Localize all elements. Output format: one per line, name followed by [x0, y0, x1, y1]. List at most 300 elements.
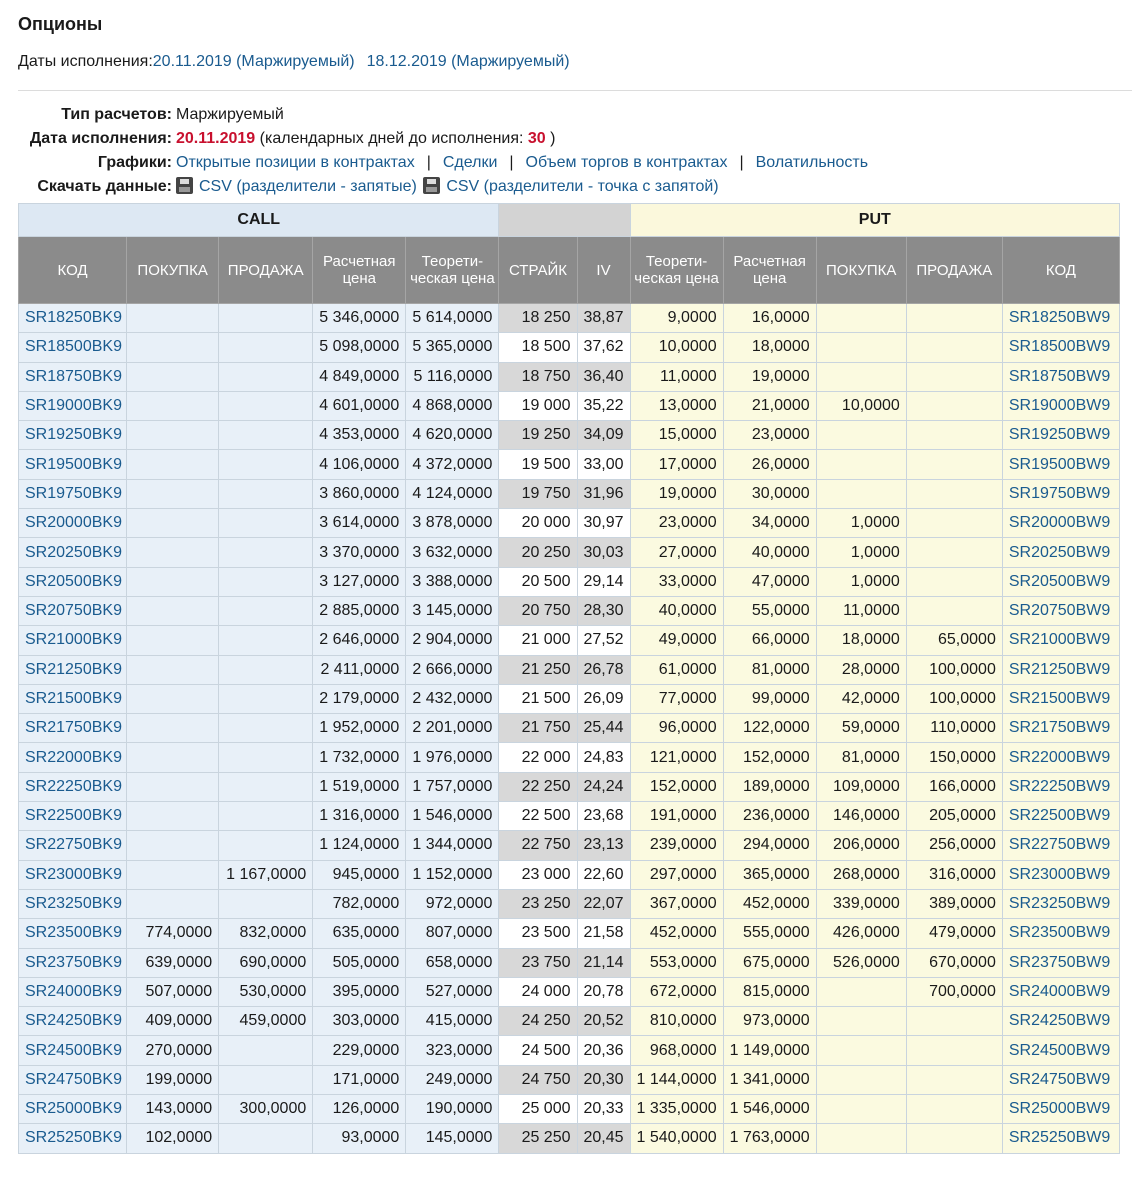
cell-call-code[interactable]: SR24000BK9: [19, 977, 127, 1006]
table-row: [19, 362, 1120, 391]
cell-put-settle-price: 675,0000: [723, 948, 816, 977]
cell-put-theoretical-price: 152,0000: [630, 772, 723, 801]
cell-call-code[interactable]: SR24250BK9: [19, 1007, 127, 1036]
cell-put-code[interactable]: SR18500BW9: [1002, 333, 1119, 362]
cell-put-theoretical-price: 11,0000: [630, 362, 723, 391]
cell-call-ask: 459,0000: [219, 1007, 313, 1036]
cell-iv: 28,30: [577, 596, 630, 625]
cell-put-ask: [906, 362, 1002, 391]
cell-call-ask: [219, 743, 313, 772]
floppy-disk-icon: [176, 177, 193, 194]
cell-put-theoretical-price: 15,0000: [630, 421, 723, 450]
cell-call-bid: [127, 802, 219, 831]
cell-strike: 19 500: [499, 450, 577, 479]
cell-put-ask: 110,0000: [906, 714, 1002, 743]
cell-put-code[interactable]: SR23750BW9: [1002, 948, 1119, 977]
table-row: [19, 450, 1120, 479]
cell-put-bid: 11,0000: [816, 596, 906, 625]
cell-call-settle-price: 5 346,0000: [313, 304, 406, 333]
cell-call-code[interactable]: SR25000BK9: [19, 1095, 127, 1124]
cell-put-settle-price: 66,0000: [723, 626, 816, 655]
cell-put-code[interactable]: SR18750BW9: [1002, 362, 1119, 391]
cell-put-code[interactable]: SR25000BW9: [1002, 1095, 1119, 1124]
cell-call-ask: [219, 509, 313, 538]
cell-put-settle-price: 973,0000: [723, 1007, 816, 1036]
cell-iv: 27,52: [577, 626, 630, 655]
cell-strike: 20 750: [499, 596, 577, 625]
cell-put-code[interactable]: SR19500BW9: [1002, 450, 1119, 479]
cell-strike: 20 500: [499, 567, 577, 596]
cell-iv: 26,78: [577, 655, 630, 684]
cell-call-ask: [219, 802, 313, 831]
cell-strike: 23 750: [499, 948, 577, 977]
table-row: [19, 596, 1120, 625]
cell-put-theoretical-price: 367,0000: [630, 889, 723, 918]
cell-call-settle-price: 229,0000: [313, 1036, 406, 1065]
cell-put-code[interactable]: SR22750BW9: [1002, 831, 1119, 860]
cell-put-theoretical-price: 297,0000: [630, 860, 723, 889]
cell-call-ask: [219, 567, 313, 596]
cell-call-ask: 530,0000: [219, 977, 313, 1006]
cell-put-bid: [816, 1124, 906, 1153]
cell-put-theoretical-price: 121,0000: [630, 743, 723, 772]
call-group-header: CALL: [19, 204, 499, 237]
cell-put-settle-price: 21,0000: [723, 391, 816, 420]
chart-link-volume[interactable]: Объем торгов в контрактах: [525, 154, 728, 171]
cell-put-theoretical-price: 968,0000: [630, 1036, 723, 1065]
cell-call-ask: [219, 684, 313, 713]
table-row: [19, 1065, 1120, 1094]
cell-put-code[interactable]: SR24250BW9: [1002, 1007, 1119, 1036]
cell-put-theoretical-price: 1 335,0000: [630, 1095, 723, 1124]
cell-call-code[interactable]: SR23750BK9: [19, 948, 127, 977]
cell-call-bid: [127, 304, 219, 333]
cell-call-settle-price: 4 353,0000: [313, 421, 406, 450]
date-link-2[interactable]: 18.12.2019 (Маржируемый): [366, 53, 570, 70]
cell-call-theoretical-price: 1 757,0000: [406, 772, 499, 801]
divider: [18, 90, 1132, 91]
col-header-put-code[interactable]: КОД: [1002, 237, 1119, 304]
cell-put-theoretical-price: 10,0000: [630, 333, 723, 362]
cell-call-theoretical-price: 190,0000: [406, 1095, 499, 1124]
cell-call-theoretical-price: 249,0000: [406, 1065, 499, 1094]
cell-call-bid: [127, 391, 219, 420]
col-header-call-settle-price[interactable]: Расчетная цена: [313, 237, 406, 304]
cell-call-code[interactable]: SR23000BK9: [19, 860, 127, 889]
cell-call-settle-price: 945,0000: [313, 860, 406, 889]
cell-call-bid: [127, 509, 219, 538]
table-row: [19, 1007, 1120, 1036]
cell-call-code[interactable]: SR25250BK9: [19, 1124, 127, 1153]
cell-call-bid: [127, 714, 219, 743]
cell-call-bid: [127, 333, 219, 362]
cell-put-ask: [906, 596, 1002, 625]
cell-put-settle-price: 30,0000: [723, 479, 816, 508]
table-row: [19, 802, 1120, 831]
cell-call-ask: [219, 538, 313, 567]
cell-call-code[interactable]: SR19750BK9: [19, 479, 127, 508]
cell-put-code[interactable]: SR20250BW9: [1002, 538, 1119, 567]
cell-strike: 23 500: [499, 919, 577, 948]
cell-call-bid: [127, 743, 219, 772]
cell-strike: 24 250: [499, 1007, 577, 1036]
cell-put-ask: 205,0000: [906, 802, 1002, 831]
cell-call-theoretical-price: 4 372,0000: [406, 450, 499, 479]
cell-put-theoretical-price: 672,0000: [630, 977, 723, 1006]
cell-strike: 24 500: [499, 1036, 577, 1065]
cell-call-code[interactable]: SR21250BK9: [19, 655, 127, 684]
floppy-disk-icon: [423, 177, 440, 194]
cell-put-theoretical-price: 19,0000: [630, 479, 723, 508]
cell-call-code[interactable]: SR19250BK9: [19, 421, 127, 450]
cell-call-theoretical-price: 807,0000: [406, 919, 499, 948]
cell-call-bid: 639,0000: [127, 948, 219, 977]
cell-call-settle-price: 2 885,0000: [313, 596, 406, 625]
col-header-call-code[interactable]: КОД: [19, 237, 127, 304]
cell-put-settle-price: 1 546,0000: [723, 1095, 816, 1124]
cell-call-code[interactable]: SR21750BK9: [19, 714, 127, 743]
table-row: [19, 1036, 1120, 1065]
cell-call-theoretical-price: 3 632,0000: [406, 538, 499, 567]
cell-strike: 23 000: [499, 860, 577, 889]
cell-call-ask: [219, 1065, 313, 1094]
cell-iv: 30,03: [577, 538, 630, 567]
cell-iv: 20,78: [577, 977, 630, 1006]
table-row: [19, 509, 1120, 538]
col-header-call-bid[interactable]: ПОКУПКА: [127, 237, 219, 304]
cell-call-theoretical-price: 2 432,0000: [406, 684, 499, 713]
cell-call-ask: 1 167,0000: [219, 860, 313, 889]
cell-iv: 21,58: [577, 919, 630, 948]
exp-days: 30: [527, 130, 546, 147]
exp-label: Дата исполнения:: [29, 130, 172, 147]
cell-put-bid: [816, 362, 906, 391]
cell-put-bid: [816, 479, 906, 508]
cell-put-theoretical-price: 96,0000: [630, 714, 723, 743]
cell-call-bid: [127, 772, 219, 801]
cell-strike: 22 250: [499, 772, 577, 801]
cell-put-ask: 150,0000: [906, 743, 1002, 772]
download-csv-comma[interactable]: CSV (разделители - запятые): [199, 178, 417, 195]
cell-put-ask: [906, 1095, 1002, 1124]
cell-call-code[interactable]: SR22500BK9: [19, 802, 127, 831]
cell-strike: 19 250: [499, 421, 577, 450]
cell-call-code[interactable]: SR22250BK9: [19, 772, 127, 801]
cell-put-code[interactable]: SR25250BW9: [1002, 1124, 1119, 1153]
cell-call-bid: 507,0000: [127, 977, 219, 1006]
cell-put-bid: [816, 304, 906, 333]
cell-put-theoretical-price: 61,0000: [630, 655, 723, 684]
cell-call-theoretical-price: 5 365,0000: [406, 333, 499, 362]
cell-put-code[interactable]: SR20000BW9: [1002, 509, 1119, 538]
cell-call-code[interactable]: SR20500BK9: [19, 567, 127, 596]
cell-call-code[interactable]: SR18250BK9: [19, 304, 127, 333]
cell-put-code[interactable]: SR24000BW9: [1002, 977, 1119, 1006]
col-header-put-bid[interactable]: ПОКУПКА: [816, 237, 906, 304]
cell-put-bid: 146,0000: [816, 802, 906, 831]
cell-put-bid: 426,0000: [816, 919, 906, 948]
cell-call-bid: 270,0000: [127, 1036, 219, 1065]
cell-put-theoretical-price: 1 144,0000: [630, 1065, 723, 1094]
cell-put-ask: [906, 391, 1002, 420]
col-header-put-ask[interactable]: ПРОДАЖА: [906, 237, 1002, 304]
cell-call-ask: [219, 596, 313, 625]
cell-put-bid: 268,0000: [816, 860, 906, 889]
cell-put-code[interactable]: SR21000BW9: [1002, 626, 1119, 655]
cell-put-ask: 389,0000: [906, 889, 1002, 918]
table-row: [19, 743, 1120, 772]
cell-put-code[interactable]: SR24750BW9: [1002, 1065, 1119, 1094]
cell-call-ask: [219, 450, 313, 479]
cell-call-code[interactable]: SR18750BK9: [19, 362, 127, 391]
cell-call-ask: 690,0000: [219, 948, 313, 977]
cell-call-code[interactable]: SR20000BK9: [19, 509, 127, 538]
cell-iv: 21,14: [577, 948, 630, 977]
cell-call-code[interactable]: SR24750BK9: [19, 1065, 127, 1094]
cell-put-theoretical-price: 810,0000: [630, 1007, 723, 1036]
cell-put-code[interactable]: SR21250BW9: [1002, 655, 1119, 684]
cell-iv: 23,13: [577, 831, 630, 860]
cell-strike: 21 250: [499, 655, 577, 684]
cell-strike: 20 250: [499, 538, 577, 567]
cell-call-theoretical-price: 2 904,0000: [406, 626, 499, 655]
cell-call-ask: [219, 421, 313, 450]
cell-strike: 19 750: [499, 479, 577, 508]
table-row: [19, 977, 1120, 1006]
cell-put-code[interactable]: SR24500BW9: [1002, 1036, 1119, 1065]
col-header-put-settle-price[interactable]: Расчетная цена: [723, 237, 816, 304]
cell-put-code[interactable]: SR19250BW9: [1002, 421, 1119, 450]
cell-call-bid: [127, 626, 219, 655]
cell-strike: 22 000: [499, 743, 577, 772]
cell-iv: 38,87: [577, 304, 630, 333]
cell-call-theoretical-price: 3 388,0000: [406, 567, 499, 596]
cell-put-theoretical-price: 1 540,0000: [630, 1124, 723, 1153]
chart-sep: |: [426, 154, 431, 171]
cell-put-theoretical-price: 49,0000: [630, 626, 723, 655]
cell-call-ask: [219, 772, 313, 801]
cell-put-bid: [816, 1065, 906, 1094]
cell-call-ask: [219, 333, 313, 362]
col-header-strike[interactable]: СТРАЙК: [499, 237, 577, 304]
cell-put-theoretical-price: 23,0000: [630, 509, 723, 538]
cell-put-theoretical-price: 239,0000: [630, 831, 723, 860]
cell-put-bid: 81,0000: [816, 743, 906, 772]
cell-put-ask: 256,0000: [906, 831, 1002, 860]
col-header-put-theoretical-price[interactable]: Теорети-ческая цена: [630, 237, 723, 304]
cell-put-settle-price: 294,0000: [723, 831, 816, 860]
cell-put-ask: 166,0000: [906, 772, 1002, 801]
cell-put-ask: [906, 1065, 1002, 1094]
cell-call-code[interactable]: SR22000BK9: [19, 743, 127, 772]
put-group-header: PUT: [630, 204, 1119, 237]
cell-put-code[interactable]: SR23500BW9: [1002, 919, 1119, 948]
cell-put-settle-price: 236,0000: [723, 802, 816, 831]
cell-put-settle-price: 122,0000: [723, 714, 816, 743]
cell-put-ask: [906, 1124, 1002, 1153]
cell-call-settle-price: 1 124,0000: [313, 831, 406, 860]
cell-call-theoretical-price: 4 620,0000: [406, 421, 499, 450]
cell-call-code[interactable]: SR21000BK9: [19, 626, 127, 655]
exp-close: ): [550, 130, 556, 147]
cell-call-bid: [127, 596, 219, 625]
settle-value: Маржируемый: [176, 106, 284, 123]
cell-put-settle-price: 16,0000: [723, 304, 816, 333]
cell-strike: 21 750: [499, 714, 577, 743]
cell-put-code[interactable]: SR22500BW9: [1002, 802, 1119, 831]
cell-call-ask: [219, 362, 313, 391]
info-block: [18, 103, 1122, 199]
options-table: [18, 203, 1120, 1154]
cell-put-settle-price: 81,0000: [723, 655, 816, 684]
cell-put-theoretical-price: 17,0000: [630, 450, 723, 479]
cell-call-code[interactable]: SR21500BK9: [19, 684, 127, 713]
cell-put-settle-price: 18,0000: [723, 333, 816, 362]
cell-put-settle-price: 152,0000: [723, 743, 816, 772]
cell-call-theoretical-price: 1 546,0000: [406, 802, 499, 831]
chart-sep: |: [739, 154, 744, 171]
cell-strike: 22 500: [499, 802, 577, 831]
chart-link-volatility[interactable]: Волатильность: [755, 154, 869, 171]
cell-strike: 24 000: [499, 977, 577, 1006]
cell-call-code[interactable]: SR18500BK9: [19, 333, 127, 362]
cell-call-ask: [219, 714, 313, 743]
cell-call-settle-price: 4 106,0000: [313, 450, 406, 479]
col-header-iv[interactable]: IV: [577, 237, 630, 304]
table-row: [19, 860, 1120, 889]
cell-put-theoretical-price: 13,0000: [630, 391, 723, 420]
cell-iv: 37,62: [577, 333, 630, 362]
table-row: [19, 831, 1120, 860]
cell-call-ask: 300,0000: [219, 1095, 313, 1124]
expiration-dates: [18, 53, 1122, 71]
cell-call-settle-price: 395,0000: [313, 977, 406, 1006]
cell-put-code[interactable]: SR19750BW9: [1002, 479, 1119, 508]
cell-call-code[interactable]: SR19500BK9: [19, 450, 127, 479]
cell-call-settle-price: 3 860,0000: [313, 479, 406, 508]
cell-put-code[interactable]: SR20500BW9: [1002, 567, 1119, 596]
cell-call-code[interactable]: SR22750BK9: [19, 831, 127, 860]
table-row: [19, 1124, 1120, 1153]
cell-call-bid: 143,0000: [127, 1095, 219, 1124]
cell-iv: 36,40: [577, 362, 630, 391]
cell-call-code[interactable]: SR24500BK9: [19, 1036, 127, 1065]
cell-put-bid: 42,0000: [816, 684, 906, 713]
cell-iv: 25,44: [577, 714, 630, 743]
cell-put-settle-price: 365,0000: [723, 860, 816, 889]
cell-put-code[interactable]: SR20750BW9: [1002, 596, 1119, 625]
cell-call-theoretical-price: 4 124,0000: [406, 479, 499, 508]
col-header-call-theoretical-price[interactable]: Теорети-ческая цена: [406, 237, 499, 304]
table-row: [19, 626, 1120, 655]
cell-call-ask: [219, 831, 313, 860]
cell-call-bid: 199,0000: [127, 1065, 219, 1094]
cell-call-code[interactable]: SR20750BK9: [19, 596, 127, 625]
cell-call-theoretical-price: 1 344,0000: [406, 831, 499, 860]
cell-put-settle-price: 1 341,0000: [723, 1065, 816, 1094]
cell-put-code[interactable]: SR21750BW9: [1002, 714, 1119, 743]
cell-call-bid: [127, 362, 219, 391]
cell-put-ask: [906, 509, 1002, 538]
cell-put-settle-price: 1 763,0000: [723, 1124, 816, 1153]
cell-call-settle-price: 126,0000: [313, 1095, 406, 1124]
cell-call-settle-price: 4 849,0000: [313, 362, 406, 391]
cell-put-settle-price: 452,0000: [723, 889, 816, 918]
cell-put-ask: [906, 1007, 1002, 1036]
cell-call-settle-price: 171,0000: [313, 1065, 406, 1094]
cell-call-bid: [127, 450, 219, 479]
cell-call-bid: [127, 421, 219, 450]
cell-put-ask: [906, 479, 1002, 508]
cell-put-ask: [906, 450, 1002, 479]
cell-put-code[interactable]: SR21500BW9: [1002, 684, 1119, 713]
cell-put-code[interactable]: SR23250BW9: [1002, 889, 1119, 918]
cell-put-settle-price: 23,0000: [723, 421, 816, 450]
table-row: [19, 714, 1120, 743]
cell-call-ask: [219, 391, 313, 420]
cell-put-bid: 59,0000: [816, 714, 906, 743]
table-row: [19, 1095, 1120, 1124]
cell-strike: 21 500: [499, 684, 577, 713]
chart-link-deals[interactable]: Сделки: [442, 154, 498, 171]
chart-link-open-positions[interactable]: Открытые позиции в контрактах: [176, 154, 415, 171]
col-header-call-ask[interactable]: ПРОДАЖА: [219, 237, 313, 304]
cell-put-ask: [906, 421, 1002, 450]
table-row: [19, 889, 1120, 918]
cell-iv: 20,30: [577, 1065, 630, 1094]
cell-put-bid: 1,0000: [816, 509, 906, 538]
cell-iv: 23,68: [577, 802, 630, 831]
table-row: [19, 655, 1120, 684]
cell-call-code[interactable]: SR19000BK9: [19, 391, 127, 420]
cell-put-code[interactable]: SR23000BW9: [1002, 860, 1119, 889]
cell-put-bid: 28,0000: [816, 655, 906, 684]
cell-call-code[interactable]: SR20250BK9: [19, 538, 127, 567]
cell-call-code[interactable]: SR23250BK9: [19, 889, 127, 918]
cell-put-code[interactable]: SR18250BW9: [1002, 304, 1119, 333]
cell-put-ask: 670,0000: [906, 948, 1002, 977]
cell-put-code[interactable]: SR19000BW9: [1002, 391, 1119, 420]
cell-call-theoretical-price: 972,0000: [406, 889, 499, 918]
cell-put-bid: 526,0000: [816, 948, 906, 977]
cell-call-bid: [127, 684, 219, 713]
cell-put-ask: [906, 567, 1002, 596]
cell-put-ask: 700,0000: [906, 977, 1002, 1006]
cell-put-theoretical-price: 553,0000: [630, 948, 723, 977]
cell-call-code[interactable]: SR23500BK9: [19, 919, 127, 948]
table-row: [19, 919, 1120, 948]
cell-call-theoretical-price: 5 116,0000: [406, 362, 499, 391]
cell-call-settle-price: 2 646,0000: [313, 626, 406, 655]
cell-put-bid: 1,0000: [816, 567, 906, 596]
table-row: [19, 421, 1120, 450]
charts-label: Графики:: [97, 154, 172, 171]
cell-put-bid: 206,0000: [816, 831, 906, 860]
cell-call-ask: [219, 1124, 313, 1153]
cell-call-theoretical-price: 3 145,0000: [406, 596, 499, 625]
cell-put-bid: [816, 1007, 906, 1036]
cell-strike: 25 000: [499, 1095, 577, 1124]
cell-put-code[interactable]: SR22000BW9: [1002, 743, 1119, 772]
cell-call-theoretical-price: 5 614,0000: [406, 304, 499, 333]
table-row: [19, 567, 1120, 596]
cell-call-theoretical-price: 527,0000: [406, 977, 499, 1006]
date-link-1[interactable]: 20.11.2019 (Маржируемый): [152, 53, 355, 70]
cell-put-bid: 109,0000: [816, 772, 906, 801]
table-row: [19, 538, 1120, 567]
download-csv-semicolon[interactable]: CSV (разделители - точка с запятой): [446, 178, 719, 195]
cell-put-code[interactable]: SR22250BW9: [1002, 772, 1119, 801]
